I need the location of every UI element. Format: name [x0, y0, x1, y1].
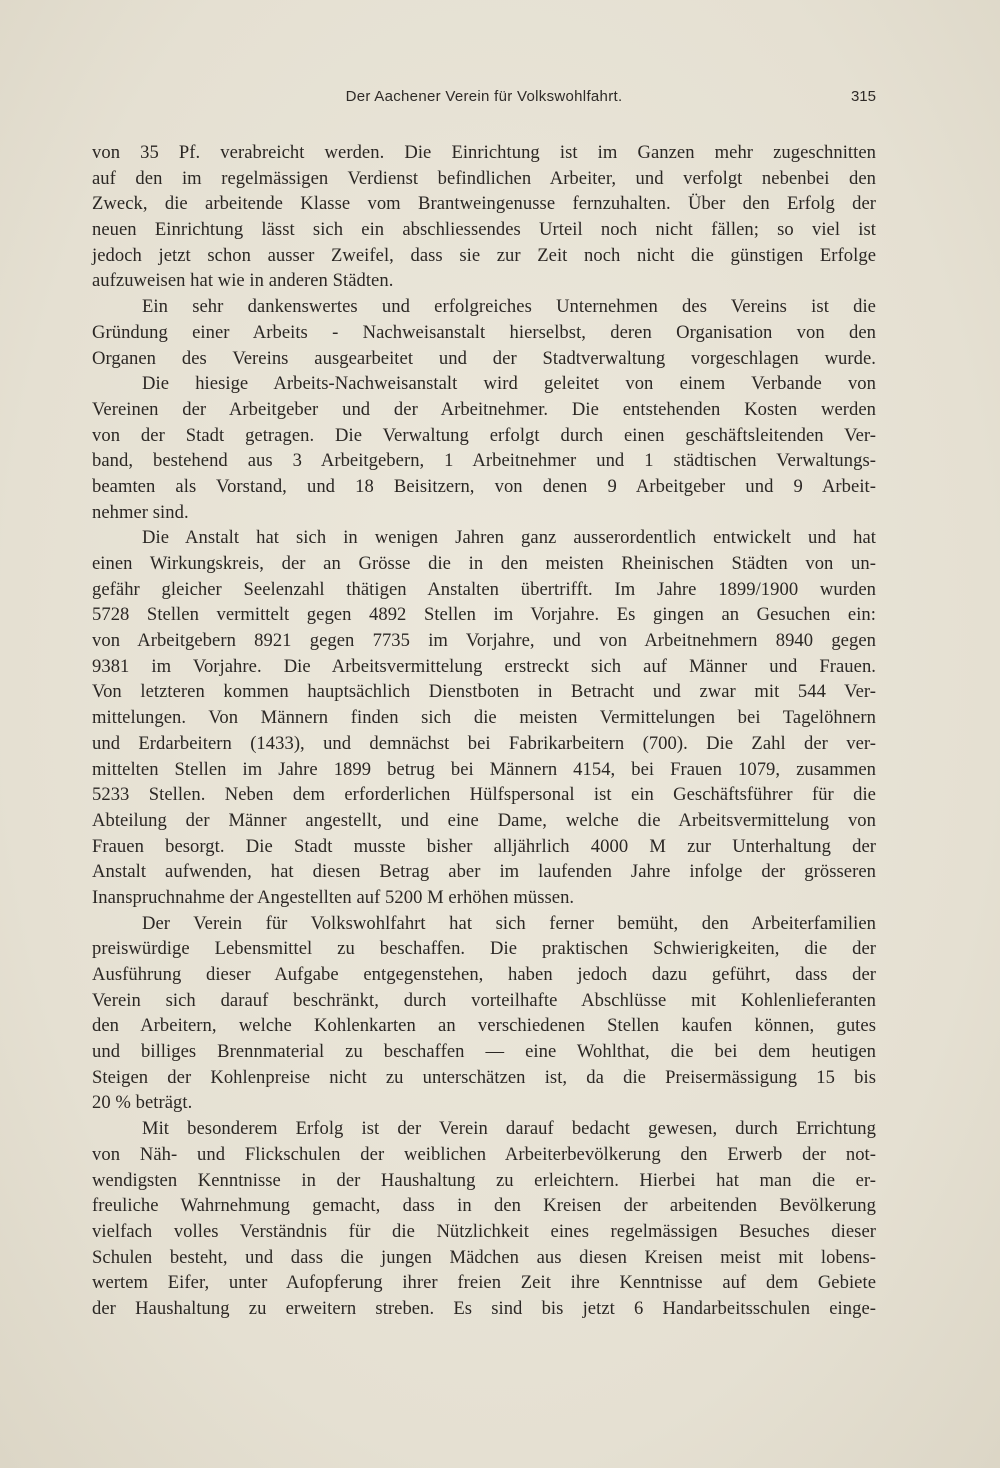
- body-text: [92, 140, 876, 1322]
- paragraph: [92, 140, 876, 294]
- text-line: Zweck, die arbeitende Klasse vom Brantweingenusse fernzuhalten. Über den Erfolg der: [92, 193, 876, 215]
- text-line: Ein sehr dankenswertes und erfolgreiches Unternehmen des Vereins ist die: [142, 296, 876, 318]
- text-line: Die hiesige Arbeits-Nachweisanstalt wird geleitet von einem Verbande von: [142, 373, 876, 395]
- page-header: [92, 88, 876, 116]
- text-line: Die Anstalt hat sich in wenigen Jahren ganz ausserordentlich entwickelt und hat: [142, 527, 876, 549]
- text-line: nehmer sind.: [92, 501, 189, 523]
- text-line: mittelungen. Von Männern finden sich die meisten Vermittelungen bei Tagelöhnern: [92, 707, 876, 729]
- text-line: neuen Einrichtung lässt sich ein abschliessendes Urteil noch nicht fällen; so viel ist: [92, 219, 876, 241]
- text-line: gefähr gleicher Seelenzahl thätigen Anstalten übertrifft. Im Jahre 1899/1900 wurden: [92, 578, 876, 600]
- text-line: von Näh- und Flickschulen der weiblichen Arbeiterbevölkerung den Erwerb der not-: [92, 1143, 876, 1165]
- text-line: Mit besonderem Erfolg ist der Verein darauf bedacht gewesen, durch Errichtung: [142, 1118, 876, 1140]
- text-line: Abteilung der Männer angestellt, und eine Dame, welche die Arbeitsvermittelung von: [92, 809, 876, 831]
- paragraph: [92, 371, 876, 525]
- text-line: beamten als Vorstand, und 18 Beisitzern, von denen 9 Arbeitgeber und 9 Arbeit-: [92, 475, 876, 497]
- text-line: wertem Eifer, unter Aufopferung ihrer freien Zeit ihre Kenntnisse auf dem Gebiete: [92, 1272, 876, 1294]
- text-line: einen Wirkungskreis, der an Grösse die in den meisten Rheinischen Städten von un-: [92, 553, 876, 574]
- text-line: aufzuweisen hat wie in anderen Städten.: [92, 270, 394, 292]
- page-number: 315: [850, 88, 876, 105]
- text-line: freuliche Wahrnehmung gemacht, dass in den Kreisen der arbeitenden Bevölkerung: [92, 1195, 876, 1217]
- text-line: preiswürdige Lebensmittel zu beschaffen. Die praktischen Schwierigkeiten, die der: [92, 938, 876, 960]
- text-line: Verein sich darauf beschränkt, durch vorteilhafte Abschlüsse mit Kohlenlieferanten: [92, 989, 876, 1011]
- text-line: und billiges Brennmaterial zu beschaffen — eine Wohlthat, die bei dem heutigen: [92, 1041, 876, 1063]
- text-line: band, bestehend aus 3 Arbeitgebern, 1 Arbeitnehmer und 1 städtischen Verwaltungs-: [92, 450, 876, 472]
- running-title: Der Aachener Verein für Volkswohlfahrt.: [345, 88, 623, 105]
- text-line: der Haushaltung zu erweitern streben. Es sind bis jetzt 6 Handarbeitsschulen einge-: [92, 1297, 876, 1319]
- text-line: 5728 Stellen vermittelt gegen 4892 Stellen im Vorjahre. Es gingen an Gesuchen ein:: [92, 604, 876, 626]
- paragraph: [92, 294, 876, 371]
- text-line: Der Verein für Volkswohlfahrt hat sich ferner bemüht, den Arbeiterfamilien: [142, 912, 876, 934]
- text-line: jedoch jetzt schon ausser Zweifel, dass sie zur Zeit noch nicht die günstigen Erfolge: [92, 244, 876, 266]
- text-line: von Arbeitgebern 8921 gegen 7735 im Vorjahre, und von Arbeitnehmern 8940 gegen: [92, 630, 876, 652]
- text-line: auf den im regelmässigen Verdienst befindlichen Arbeiter, und verfolgt nebenbei den: [92, 167, 876, 189]
- text-line: Von letzteren kommen hauptsächlich Dienstboten in Betracht und zwar mit 544 Ver-: [92, 681, 876, 703]
- text-line: Schulen besteht, und dass die jungen Mädchen aus diesen Kreisen meist mit lobens-: [92, 1246, 876, 1268]
- text-line: wendigsten Kenntnisse in der Haushaltung zu erleichtern. Hierbei hat man die er-: [92, 1169, 876, 1191]
- paragraph: [92, 911, 876, 1117]
- text-line: Organen des Vereins ausgearbeitet und der Stadtverwaltung vorgeschlagen wurde.: [92, 347, 876, 369]
- text-line: Anstalt aufwenden, hat diesen Betrag aber im laufenden Jahre infolge der grösseren: [92, 861, 876, 883]
- text-line: von der Stadt getragen. Die Verwaltung erfolgt durch einen geschäftsleitenden Ver-: [92, 424, 876, 446]
- text-line: von 35 Pf. verabreicht werden. Die Einrichtung ist im Ganzen mehr zugeschnitten: [92, 142, 876, 163]
- text-line: Frauen besorgt. Die Stadt musste bisher alljährlich 4000 M zur Unterhaltung der: [92, 835, 876, 857]
- text-line: und Erdarbeitern (1433), und demnächst bei Fabrikarbeitern (700). Die Zahl der ver-: [92, 732, 876, 754]
- paragraph: [92, 1116, 876, 1322]
- text-line: Vereinen der Arbeitgeber und der Arbeitnehmer. Die entstehenden Kosten werden: [92, 398, 876, 420]
- text-line: den Arbeitern, welche Kohlenkarten an verschiedenen Stellen kaufen können, gutes: [92, 1015, 876, 1037]
- text-line: 5233 Stellen. Neben dem erforderlichen Hülfspersonal ist ein Geschäftsführer für die: [92, 784, 876, 806]
- text-line: Ausführung dieser Aufgabe entgegenstehen, haben jedoch dazu geführt, dass der: [92, 964, 876, 985]
- text-line: Gründung einer Arbeits - Nachweisanstalt hierselbst, deren Organisation von den: [92, 321, 876, 343]
- text-line: Inanspruchnahme der Angestellten auf 5200 M erhöhen müssen.: [92, 886, 575, 908]
- paragraph: [92, 525, 876, 910]
- text-line: mittelten Stellen im Jahre 1899 betrug bei Männern 4154, bei Frauen 1079, zusammen: [92, 758, 876, 780]
- text-line: 9381 im Vorjahre. Die Arbeitsvermittelung erstreckt sich auf Männer und Frauen.: [92, 655, 876, 677]
- text-line: Steigen der Kohlenpreise nicht zu unterschätzen ist, da die Preisermässigung 15 bis: [92, 1066, 876, 1088]
- text-line: vielfach volles Verständnis für die Nützlichkeit eines regelmässigen Besuches dieser: [92, 1220, 876, 1242]
- text-line: 20 % beträgt.: [92, 1092, 193, 1114]
